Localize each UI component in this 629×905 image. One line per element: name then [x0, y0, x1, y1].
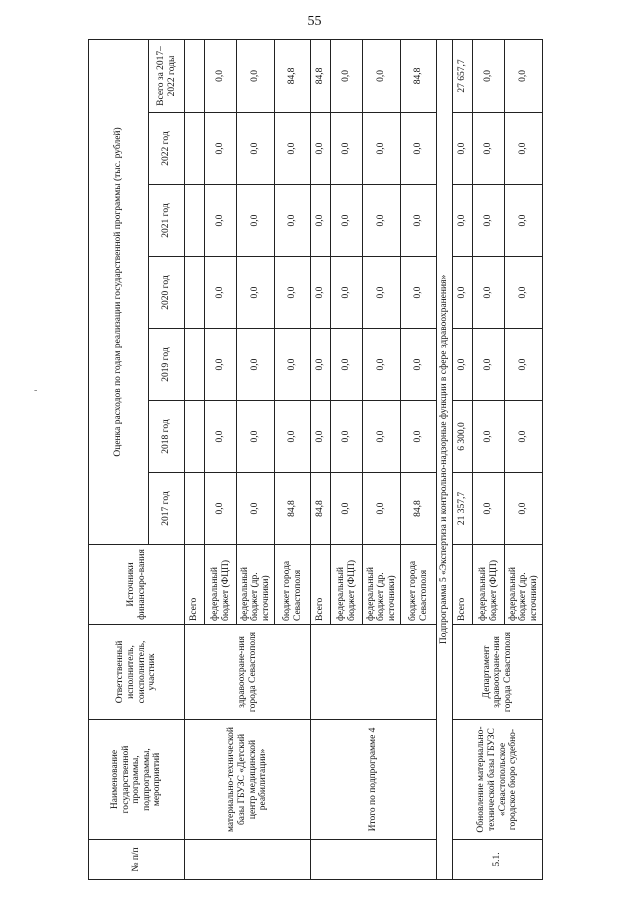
cell-value: 0,0 [331, 39, 363, 112]
cell-value: 84,8 [275, 473, 311, 545]
cell-source: федеральный бюджет (др. источники) [505, 545, 543, 625]
cell-value: 0,0 [453, 257, 473, 329]
cell-value: 0,0 [331, 113, 363, 185]
header-year: 2019 год [149, 329, 185, 401]
cell-value: 0,0 [311, 257, 331, 329]
cell-value: 21 357,7 [453, 473, 473, 545]
cell-value: 0,0 [237, 185, 275, 257]
cell-value: 0,0 [311, 329, 331, 401]
cell-value: 0,0 [505, 473, 543, 545]
cell-value: 0,0 [275, 113, 311, 185]
cell-source: бюджет города Севастополя [275, 545, 311, 625]
cell-value: 0,0 [275, 329, 311, 401]
cell-value: 0,0 [473, 401, 505, 473]
cell-name: материально-технической базы ГБУЗС «Детский центр медицинской реабилитации» [185, 720, 311, 840]
header-name: Наименование государственной программы, подпрограммы, мероприятий [89, 720, 185, 840]
cell-value: 0,0 [505, 113, 543, 185]
cell-value: 0,0 [205, 401, 237, 473]
cell-value: 0,0 [237, 473, 275, 545]
cell-value: 0,0 [473, 39, 505, 112]
cell-source: федеральный бюджет (ФЦП) [205, 545, 237, 625]
header-estimate: Оценка расходов по годам реализации государственной программы (тыс. рублей) [89, 39, 149, 544]
cell-value: 0,0 [505, 185, 543, 257]
header-year: 2022 год [149, 113, 185, 185]
cell-value [185, 39, 205, 112]
header-year: 2017 год [149, 473, 185, 545]
cell-value: 0,0 [237, 113, 275, 185]
cell-value: 0,0 [237, 257, 275, 329]
cell-value: 0,0 [401, 113, 437, 185]
cell-value: 0,0 [363, 257, 401, 329]
cell-value: 84,8 [275, 39, 311, 112]
cell-value: 0,0 [401, 257, 437, 329]
cell-source: федеральный бюджет (др. источники) [363, 545, 401, 625]
cell-value: 0,0 [205, 329, 237, 401]
cell-value: 0,0 [331, 329, 363, 401]
cell-source: Всего [453, 545, 473, 625]
rotated-table-sheet [88, 40, 538, 880]
cell-value: 0,0 [311, 185, 331, 257]
cell-value: 0,0 [505, 329, 543, 401]
page-number: 55 [307, 14, 322, 29]
cell-value: 0,0 [363, 113, 401, 185]
cell-value: 0,0 [205, 185, 237, 257]
cell-value: 0,0 [331, 185, 363, 257]
cell-source: бюджет города Севастополя [401, 545, 437, 625]
cell-value: 0,0 [505, 401, 543, 473]
subprogram-row [437, 39, 453, 879]
cell-source: федеральный бюджет (ФЦП) [331, 545, 363, 625]
cell-name: Обновление материально-технической базы ГБУЗС «Севастопольское городское бюро судебно- [453, 720, 543, 840]
cell-value [185, 113, 205, 185]
cell-value: 0,0 [363, 329, 401, 401]
cell-value: 0,0 [401, 329, 437, 401]
cell-value: 0,0 [205, 473, 237, 545]
cell-value: 84,8 [311, 473, 331, 545]
cell-value [185, 185, 205, 257]
cell-value: 0,0 [363, 39, 401, 112]
rotated-table-wrapper [88, 40, 538, 880]
header-executor: Ответственный исполнитель, соисполнитель, участник [89, 625, 185, 720]
cell-value: 0,0 [205, 113, 237, 185]
cell-value: 0,0 [331, 401, 363, 473]
cell-value: 0,0 [363, 473, 401, 545]
cell-value: 0,0 [473, 257, 505, 329]
cell-source: федеральный бюджет (др. источники) [237, 545, 275, 625]
cell-value: 0,0 [237, 329, 275, 401]
cell-value: 0,0 [401, 401, 437, 473]
cell-value: 0,0 [473, 329, 505, 401]
subprogram-title: Подпрограмма 5 «Экспертиза и контрольно-надзорные функции в сфере здравоохранения» [437, 39, 453, 879]
cell-source: Всего [311, 545, 331, 625]
cell-name: Итого по подпрограмме 4 [311, 720, 437, 840]
cell-value: 84,8 [401, 39, 437, 112]
cell-executor [311, 625, 437, 720]
header-source: Источники финансиро-вания [89, 545, 185, 625]
cell-executor: Департамент здравоохране-ния города Севастополя [453, 625, 543, 720]
cell-value: 0,0 [453, 185, 473, 257]
cell-num [185, 840, 311, 880]
table-row [311, 39, 331, 879]
cell-value: 0,0 [275, 257, 311, 329]
cell-value: 0,0 [453, 113, 473, 185]
cell-value: 0,0 [275, 401, 311, 473]
header-year: 2020 год [149, 257, 185, 329]
cell-value: 0,0 [311, 113, 331, 185]
cell-source: федеральный бюджет (ФЦП) [473, 545, 505, 625]
cell-value: 0,0 [237, 401, 275, 473]
cell-source: Всего [185, 545, 205, 625]
cell-value: 0,0 [311, 401, 331, 473]
cell-value: 0,0 [205, 39, 237, 112]
cell-value: 0,0 [237, 39, 275, 112]
cell-num [311, 840, 437, 880]
budget-table [88, 39, 543, 880]
cell-value: 0,0 [505, 257, 543, 329]
cell-value: 0,0 [401, 185, 437, 257]
cell-value: 0,0 [331, 257, 363, 329]
cell-value: 0,0 [473, 113, 505, 185]
cell-value [185, 473, 205, 545]
cell-value: 84,8 [401, 473, 437, 545]
cell-executor: здравоохране-ния города Севастополя [185, 625, 311, 720]
table-row [185, 39, 205, 879]
cell-num: 5.1. [453, 840, 543, 880]
cell-value: 0,0 [473, 185, 505, 257]
cell-value: 0,0 [473, 473, 505, 545]
cell-value [185, 401, 205, 473]
table-body [89, 39, 543, 879]
cell-value: 84,8 [311, 39, 331, 112]
cell-value: 27 657,7 [453, 39, 473, 112]
scan-speck: - [34, 385, 38, 396]
cell-value: 0,0 [453, 329, 473, 401]
cell-value [185, 257, 205, 329]
cell-value: 0,0 [363, 185, 401, 257]
header-num: № п/п [89, 840, 185, 880]
cell-value: 0,0 [331, 473, 363, 545]
cell-value: 6 300,0 [453, 401, 473, 473]
cell-value: 0,0 [505, 39, 543, 112]
cell-value [185, 329, 205, 401]
cell-value: 0,0 [363, 401, 401, 473]
header-year: 2021 год [149, 185, 185, 257]
cell-value: 0,0 [275, 185, 311, 257]
table-row [453, 39, 473, 879]
header-year-total: Всего за 2017–2022 годы [149, 39, 185, 112]
header-row-1 [89, 39, 149, 879]
cell-value: 0,0 [205, 257, 237, 329]
header-year: 2018 год [149, 401, 185, 473]
